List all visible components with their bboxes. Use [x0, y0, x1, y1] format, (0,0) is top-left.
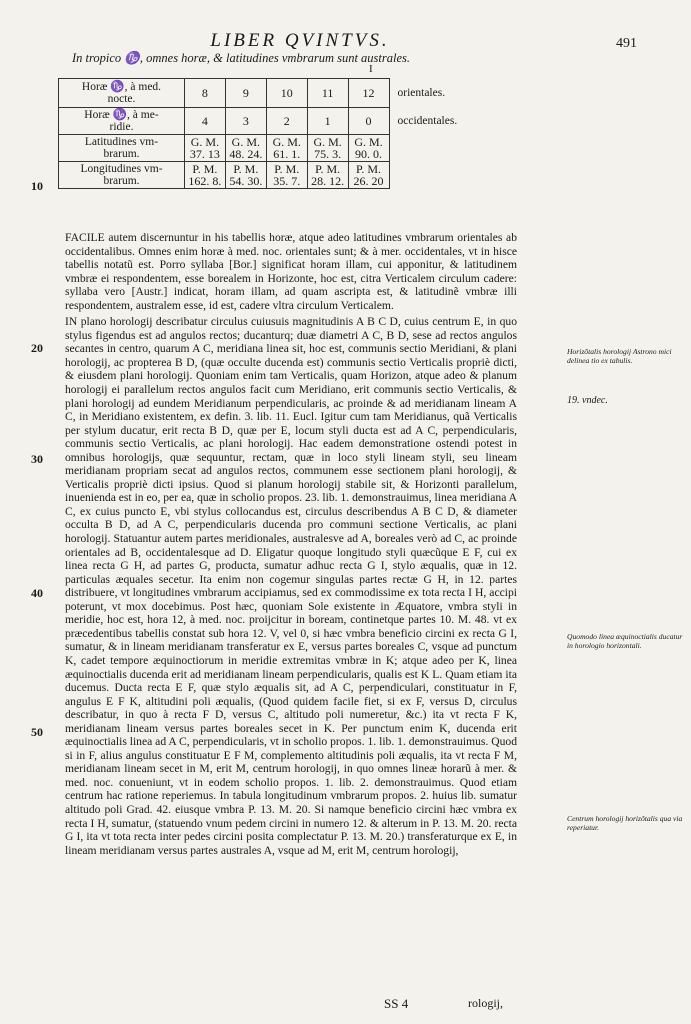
table-cell: 9	[225, 79, 266, 108]
table-cell: 11	[307, 79, 348, 108]
table-cell: 0	[348, 108, 389, 135]
catchword: rologij,	[468, 996, 503, 1010]
table-cell: P. M. 54. 30.	[225, 162, 266, 189]
table-cell: P. M. 35. 7.	[266, 162, 307, 189]
line-number: 30	[31, 452, 43, 466]
side-label-orientales: orientales.	[397, 87, 446, 99]
line-number: 50	[31, 725, 43, 739]
signature-mark: SS 4	[384, 996, 409, 1011]
table-cell: 12	[348, 79, 389, 108]
table-cell: 2	[266, 108, 307, 135]
caption-mark: I	[369, 63, 373, 75]
table-cell: G. M. 90. 0.	[348, 135, 389, 162]
margin-note: 19. vndec.	[567, 395, 608, 406]
table-cell: G. M. 75. 3.	[307, 135, 348, 162]
margin-note: Centrum horologij horizõtalis qua via reperiatur.	[567, 814, 683, 832]
line-number: 10	[31, 179, 43, 193]
paragraph: FACILE autem discernuntur in his tabellis horæ, atque adeo latitudines vmbrarum orientales ab occidentalibus. Omnes enim horæ à med. noc. orientales sunt; & à mer. occidentales, vt in hisce tabellis notatũ est. Porro syllaba [Bor.] significat horam illam, cui apponitur, & latitudinem vmbræ ei respondentem, esse borealem in Horizonte, hoc est, citra Verticalem circulum cadere: syllaba vero [Austr.] indicat, horam illam, ad quam ascripta est, & latitudinẽ vmbræ illi respondentem, australem esse, id est, cadere vltra circulum Verticalem.	[65, 231, 517, 312]
shadow-table	[58, 78, 494, 189]
side-label-occidentales: occidentales.	[397, 115, 458, 127]
table-cell: 8	[184, 79, 225, 108]
row-label: Longitudines vm- brarum.	[59, 162, 185, 189]
running-head: LIBER QVINTVS.	[210, 30, 390, 51]
line-number: 20	[31, 341, 43, 355]
table-cell: P. M. 162. 8.	[184, 162, 225, 189]
table-row	[59, 135, 494, 162]
row-label: Horæ ♑, à me- ridie.	[59, 108, 185, 135]
table-cell: 1	[307, 108, 348, 135]
margin-note: Horizõtalis horologij Astrono mici delinea tio ex tabulis.	[567, 347, 672, 365]
body-text	[65, 231, 517, 857]
row-label: Horæ ♑, à med. nocte.	[59, 79, 185, 108]
table-cell: 4	[184, 108, 225, 135]
table-row	[59, 79, 494, 108]
side-blank	[389, 135, 494, 162]
table-cell: 3	[225, 108, 266, 135]
line-number: 40	[31, 586, 43, 600]
margin-note: Quomodo linea æquinoctialis ducatur in horologio horizontali.	[567, 632, 683, 650]
table-row	[59, 162, 494, 189]
table-row	[59, 108, 494, 135]
table-cell: G. M. 37. 13	[184, 135, 225, 162]
side-blank	[389, 162, 494, 189]
table-cell: P. M. 26. 20	[348, 162, 389, 189]
table-cell: G. M. 61. 1.	[266, 135, 307, 162]
paragraph: IN plano horologij describatur circulus cuiusuis magnitudinis A B C D, cuius centrum E, in quo stylus figendus est ad angulos rectos; ducanturq; duæ diametri A C, B D, sese ad rectos angulos secantes in centro, quarum A C, meridiana linea sit, hoc est, communis sectio Meridiani, & plani horologij, ac propterea B D, (quæ occulte ducenda est) communis sectio Verticalis propriè dicti, & eiusdem plani horologij. Quoniam enim tam Verticalis, quam Horizon, atque adeo & planum horologij ei parallelum rectos angulos facit cum Meridiano, erit communis sectio Verticalis, & plani horologij ad eundem Meridianum perpendicularis, ac proinde & ad meridianam lineam A C, in Meridiano existentem, ex defin. 3. lib. 11. Eucl. Igitur cum tam Meridianus, quã Verticalis per stylum ducatur, erit recta B D, quæ per E, locum styli ducta est ad A C, perpendicularis, communis sectio Verticalis, ac plani horologij. Hac eadem demonstratione ostendi potest in omnibus horologijs, quæ sequuntur, rectam, quæ in loco styli lineam styli, seu lineam meridianam propriam secat ad angulos rectos, communem esse sectionem plani horologij, & Verticalis propriè dicti ipsius. Quod si planum horologij stabile sit, & Horizonti parallelum, inuenienda est in eo, per ea, quæ in scholio propos. 23. lib. 1. demonstrauimus, linea meridiana A C, ex cuius puncto E, vbi stylus collocandus est, circulus describendus A B C D, & diameter occulta B D, ad A C, perpendicularis ducenda pro communi sectione Verticalis, ac plani horologij. Statuantur autem partes meridionales, australesve ad A, boreales verò ad C, ac proinde orientales ad B, occidentalesque ad D. Eligatur quoque longitudo styli quæcũque E F, cui ex linea recta G H, ad partes G, producta, sumatur adhuc recta G I, stylo æqualis, quæ in 12. particulas æquales secetur. Ita enim non cogemur singulas partes rectæ G H, in 12. partes distribuere, vt longitudines vmbrarum accipiamus, sed ex commodissime ex tota recta I H, accipi poterunt, vt mox docebimus. Post hæc, quoniam Sole existente in Æquatore, vmbra styli in meridie, hoc est, hora 12, à med. noc. proijcitur in boream, continetque partes 10. M. 48. vt ex præcedentibus tabellis constat sub hora 12. V, vel 0, si hæc vmbra beneficio circini ex recta G I, sumatur, & in lineam meridianam transferatur ex E, versus partes boreales C, vsque ad punctum K, cadet tempore æquinoctiorum in meridie extremitas vmbræ in K; atque adeo per K, linea æquinoctialis ducenda erit ad meridianam lineam perpendicularis, qualis est K L. Quam etiam ita ducemus. Ducta recta E F, quæ stylo æqualis sit, ad A C, perpendiculari, constituatur in F, angulus E F K, altitudini poli æqualis, (Quod quidem facile fiet, si ex F, versus D, circulus describatur, in quo à recta F D, versus C, altitudo poli numeretur, &c.) ita vt recta F K, meridianam lineam versus partes boreales secet in K. Per punctum enim K, ducenda erit æquinoctialis linea ad A C, perpendicularis, vt in scholio propos. 1. lib. 1. demonstrauimus. Quod si in F, alius angulus constituatur E F M, complemento altitudinis poli æqualis, ita vt recta F M, meridianam lineam secet in M, erit M, centrum horologij, in quo omnes lineæ horarũ à mer. & med. noc. conueniunt, vt in eodem scholio propos. 1. lib. 2. demonstrauimus. Quod etiam centrum hac ratione reperiemus. In tabula longitudinum vmbrarum propos. 2. huius lib. sumatur altitudo poli Grad. 42. eiusque vmbra P. 13. M. 20. Si namque beneficio circini hæc vmbra ex recta I H, sumatur, (statuendo vnum pedem circini in numero 12. & alterum in P. 13. M. 20. recta G I, ita vt tota recta inter pedes circini posita complectatur P. 13. M. 20.) transferaturque ex E, in lineam meridianam versus partes australes A, vsque ad M, erit M, centrum horologij,	[65, 315, 517, 857]
table-cell: P. M. 28. 12.	[307, 162, 348, 189]
table-cell: 10	[266, 79, 307, 108]
table-cell: G. M. 48. 24.	[225, 135, 266, 162]
row-label: Latitudines vm- brarum.	[59, 135, 185, 162]
table-caption: In tropico ♑, omnes horæ, & latitudines vmbrarum sunt australes.	[72, 51, 411, 65]
page-number: 491	[616, 36, 637, 51]
